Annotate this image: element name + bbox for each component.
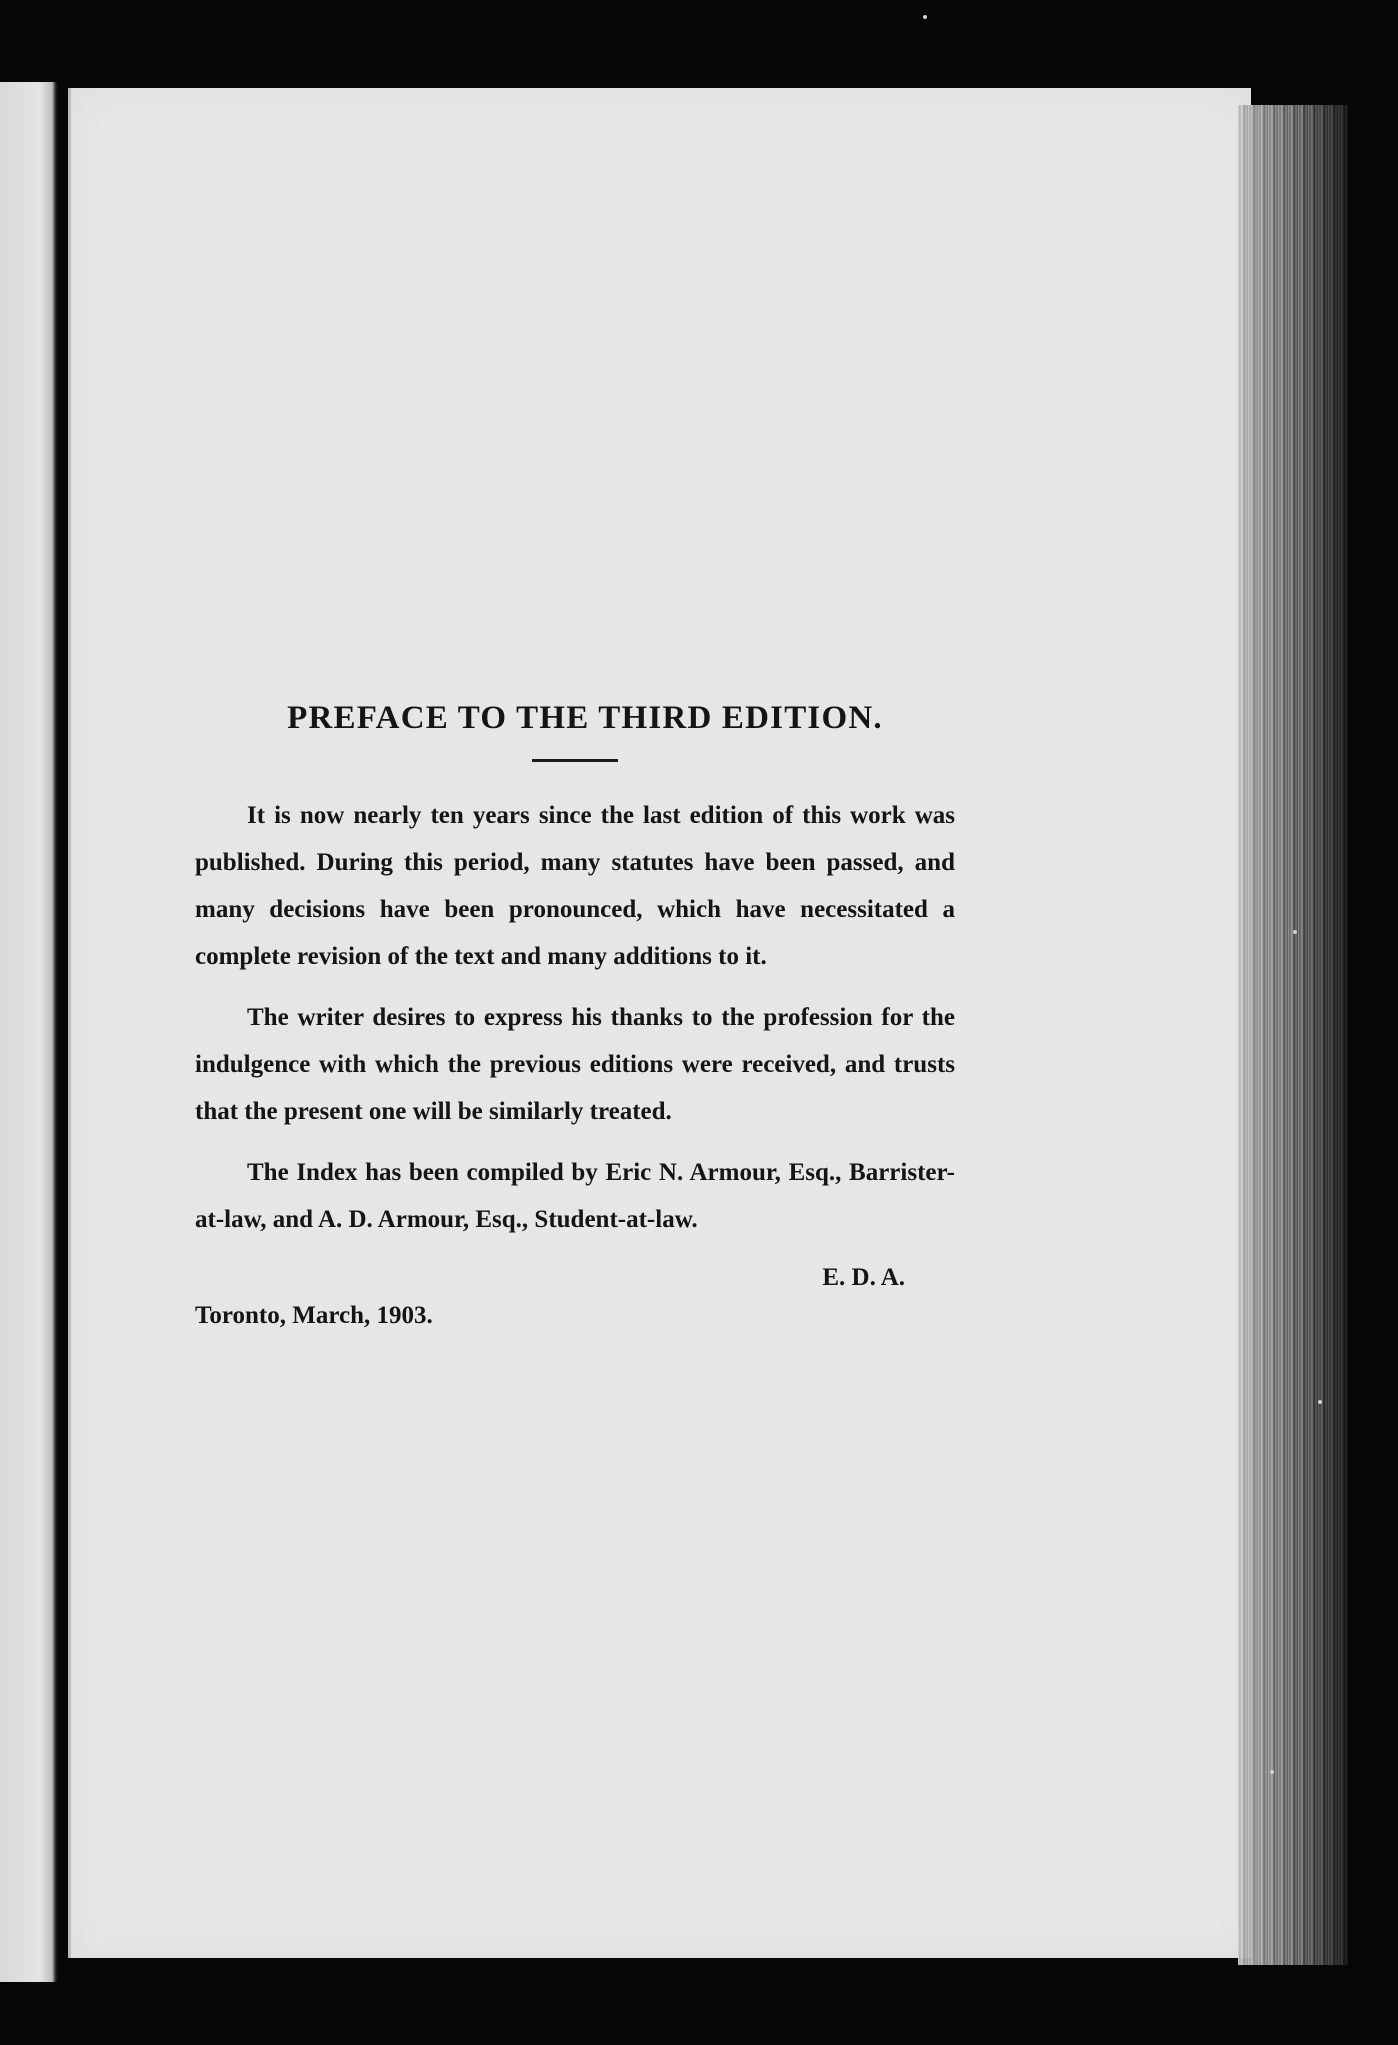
scan-speck [1318, 1400, 1322, 1404]
preface-paragraph-1: It is now nearly ten years since the last edition of this work was published. During this period, many statutes have been passed, and many decisions have been pronounced, which have necessitated a complete revision of the text and many additions to it. [195, 802, 955, 970]
title-rule [532, 759, 618, 762]
previous-page-edge [0, 82, 58, 1982]
scan-speck [923, 15, 927, 19]
preface-paragraph-3: The Index has been compiled by Eric N. Armour, Esq., Barrister-at-law, and A. D. Armour, Esq., Student-at-law. [195, 1159, 955, 1233]
scan-speck [1270, 1770, 1274, 1774]
place-and-date: Toronto, March, 1903. [195, 1302, 433, 1329]
page-title: PREFACE TO THE THIRD EDITION. [287, 700, 883, 736]
scan-speck [1293, 930, 1297, 934]
author-initials: E. D. A. [822, 1264, 905, 1291]
page-stack-shadow [1238, 105, 1348, 1965]
preface-text-block [195, 700, 955, 1337]
preface-paragraph-2: The writer desires to express his thanks to the profession for the indulgence with which the previous editions were received, and trusts that the present one will be similarly treated. [195, 1004, 955, 1125]
